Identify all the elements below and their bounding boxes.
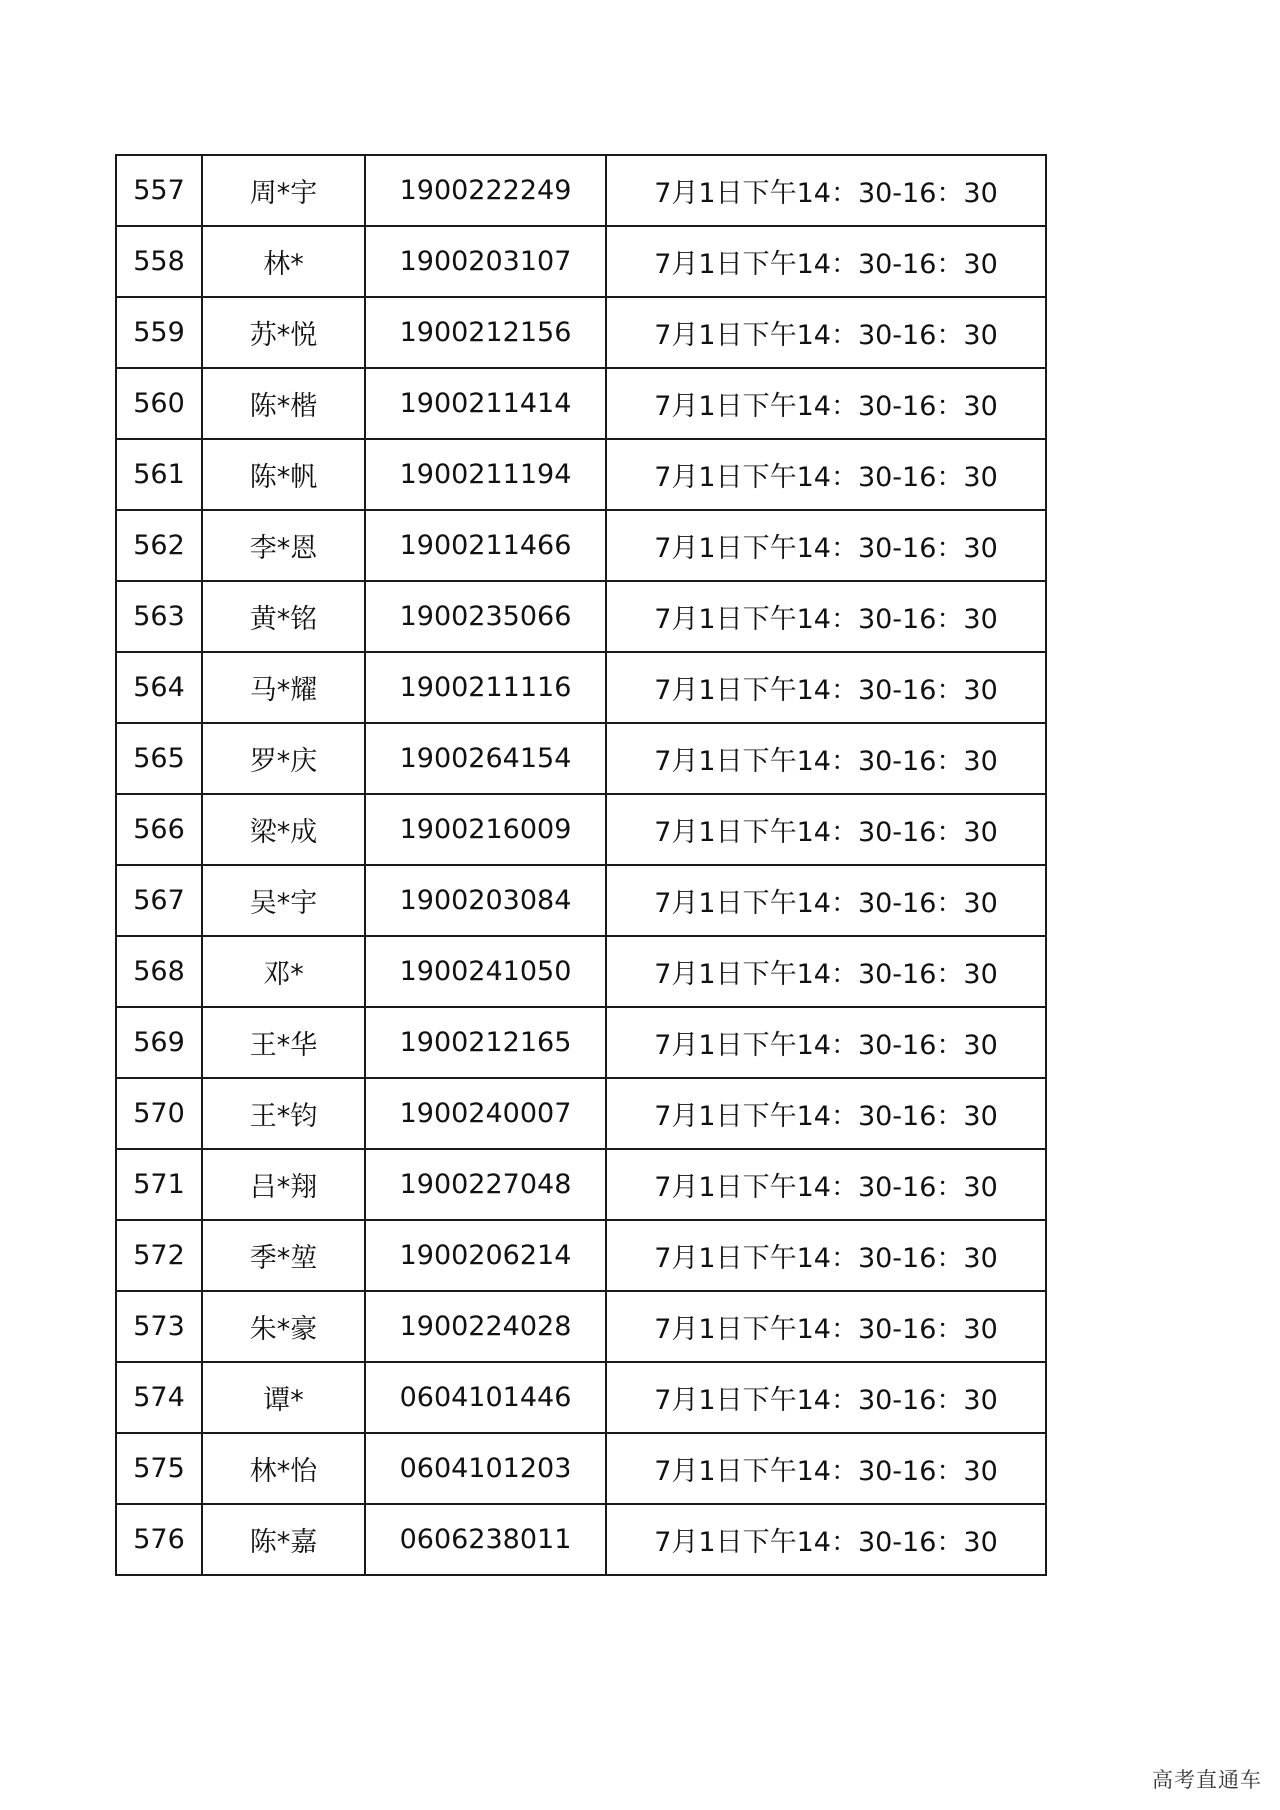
cell-id: 1900203084 — [365, 865, 606, 936]
cell-name: 马*耀 — [202, 652, 365, 723]
cell-id: 1900211414 — [365, 368, 606, 439]
table-row — [116, 226, 1046, 297]
cell-id: 1900224028 — [365, 1291, 606, 1362]
table-row — [116, 865, 1046, 936]
cell-id: 1900235066 — [365, 581, 606, 652]
cell-number: 567 — [116, 865, 202, 936]
cell-id: 1900264154 — [365, 723, 606, 794]
cell-id: 1900227048 — [365, 1149, 606, 1220]
cell-time: 7月1日下午14：30-16：30 — [606, 1149, 1046, 1220]
table-row — [116, 794, 1046, 865]
roster-table — [115, 154, 1047, 1576]
cell-number: 572 — [116, 1220, 202, 1291]
cell-name: 邓* — [202, 936, 365, 1007]
cell-id: 1900241050 — [365, 936, 606, 1007]
table-row — [116, 368, 1046, 439]
cell-number: 564 — [116, 652, 202, 723]
cell-id: 1900211194 — [365, 439, 606, 510]
cell-name: 王*钧 — [202, 1078, 365, 1149]
table-row — [116, 1007, 1046, 1078]
cell-name: 苏*悦 — [202, 297, 365, 368]
cell-number: 576 — [116, 1504, 202, 1575]
cell-id: 1900222249 — [365, 155, 606, 226]
cell-id: 1900206214 — [365, 1220, 606, 1291]
cell-id: 1900240007 — [365, 1078, 606, 1149]
cell-time: 7月1日下午14：30-16：30 — [606, 368, 1046, 439]
cell-name: 吕*翔 — [202, 1149, 365, 1220]
cell-time: 7月1日下午14：30-16：30 — [606, 1362, 1046, 1433]
cell-number: 559 — [116, 297, 202, 368]
cell-number: 557 — [116, 155, 202, 226]
cell-number: 560 — [116, 368, 202, 439]
cell-name: 黄*铭 — [202, 581, 365, 652]
cell-id: 0606238011 — [365, 1504, 606, 1575]
cell-time: 7月1日下午14：30-16：30 — [606, 1291, 1046, 1362]
cell-name: 李*恩 — [202, 510, 365, 581]
cell-id: 1900203107 — [365, 226, 606, 297]
cell-time: 7月1日下午14：30-16：30 — [606, 581, 1046, 652]
table-row — [116, 652, 1046, 723]
cell-number: 568 — [116, 936, 202, 1007]
cell-id: 1900212156 — [365, 297, 606, 368]
cell-id: 1900211116 — [365, 652, 606, 723]
cell-name: 朱*豪 — [202, 1291, 365, 1362]
cell-name: 陈*楷 — [202, 368, 365, 439]
cell-time: 7月1日下午14：30-16：30 — [606, 865, 1046, 936]
cell-name: 季*堃 — [202, 1220, 365, 1291]
cell-name: 王*华 — [202, 1007, 365, 1078]
cell-name: 谭* — [202, 1362, 365, 1433]
cell-name: 林* — [202, 226, 365, 297]
table-row — [116, 439, 1046, 510]
cell-time: 7月1日下午14：30-16：30 — [606, 723, 1046, 794]
table-row — [116, 1362, 1046, 1433]
watermark-text: 高考直通车 — [1152, 1768, 1262, 1792]
cell-time: 7月1日下午14：30-16：30 — [606, 155, 1046, 226]
cell-time: 7月1日下午14：30-16：30 — [606, 936, 1046, 1007]
cell-number: 575 — [116, 1433, 202, 1504]
cell-number: 561 — [116, 439, 202, 510]
cell-time: 7月1日下午14：30-16：30 — [606, 439, 1046, 510]
cell-id: 1900216009 — [365, 794, 606, 865]
cell-number: 569 — [116, 1007, 202, 1078]
cell-number: 574 — [116, 1362, 202, 1433]
table-row — [116, 581, 1046, 652]
cell-name: 林*怡 — [202, 1433, 365, 1504]
cell-time: 7月1日下午14：30-16：30 — [606, 1007, 1046, 1078]
cell-name: 梁*成 — [202, 794, 365, 865]
cell-number: 566 — [116, 794, 202, 865]
table-row — [116, 155, 1046, 226]
cell-time: 7月1日下午14：30-16：30 — [606, 1504, 1046, 1575]
cell-number: 558 — [116, 226, 202, 297]
table-row — [116, 1433, 1046, 1504]
roster-table-body — [116, 155, 1046, 1575]
cell-number: 563 — [116, 581, 202, 652]
cell-id: 1900211466 — [365, 510, 606, 581]
table-row — [116, 1291, 1046, 1362]
table-row — [116, 1504, 1046, 1575]
table-row — [116, 1078, 1046, 1149]
table-row — [116, 297, 1046, 368]
cell-time: 7月1日下午14：30-16：30 — [606, 226, 1046, 297]
cell-number: 570 — [116, 1078, 202, 1149]
cell-id: 1900212165 — [365, 1007, 606, 1078]
cell-name: 周*宇 — [202, 155, 365, 226]
cell-id: 0604101446 — [365, 1362, 606, 1433]
cell-name: 陈*嘉 — [202, 1504, 365, 1575]
cell-name: 陈*帆 — [202, 439, 365, 510]
cell-number: 562 — [116, 510, 202, 581]
table-row — [116, 723, 1046, 794]
cell-name: 罗*庆 — [202, 723, 365, 794]
cell-time: 7月1日下午14：30-16：30 — [606, 297, 1046, 368]
table-row — [116, 1220, 1046, 1291]
cell-time: 7月1日下午14：30-16：30 — [606, 1078, 1046, 1149]
cell-time: 7月1日下午14：30-16：30 — [606, 1433, 1046, 1504]
cell-time: 7月1日下午14：30-16：30 — [606, 510, 1046, 581]
table-row — [116, 1149, 1046, 1220]
cell-number: 571 — [116, 1149, 202, 1220]
table-row — [116, 936, 1046, 1007]
cell-number: 573 — [116, 1291, 202, 1362]
table-row — [116, 510, 1046, 581]
cell-time: 7月1日下午14：30-16：30 — [606, 652, 1046, 723]
cell-number: 565 — [116, 723, 202, 794]
cell-time: 7月1日下午14：30-16：30 — [606, 794, 1046, 865]
cell-name: 吴*宇 — [202, 865, 365, 936]
cell-id: 0604101203 — [365, 1433, 606, 1504]
cell-time: 7月1日下午14：30-16：30 — [606, 1220, 1046, 1291]
